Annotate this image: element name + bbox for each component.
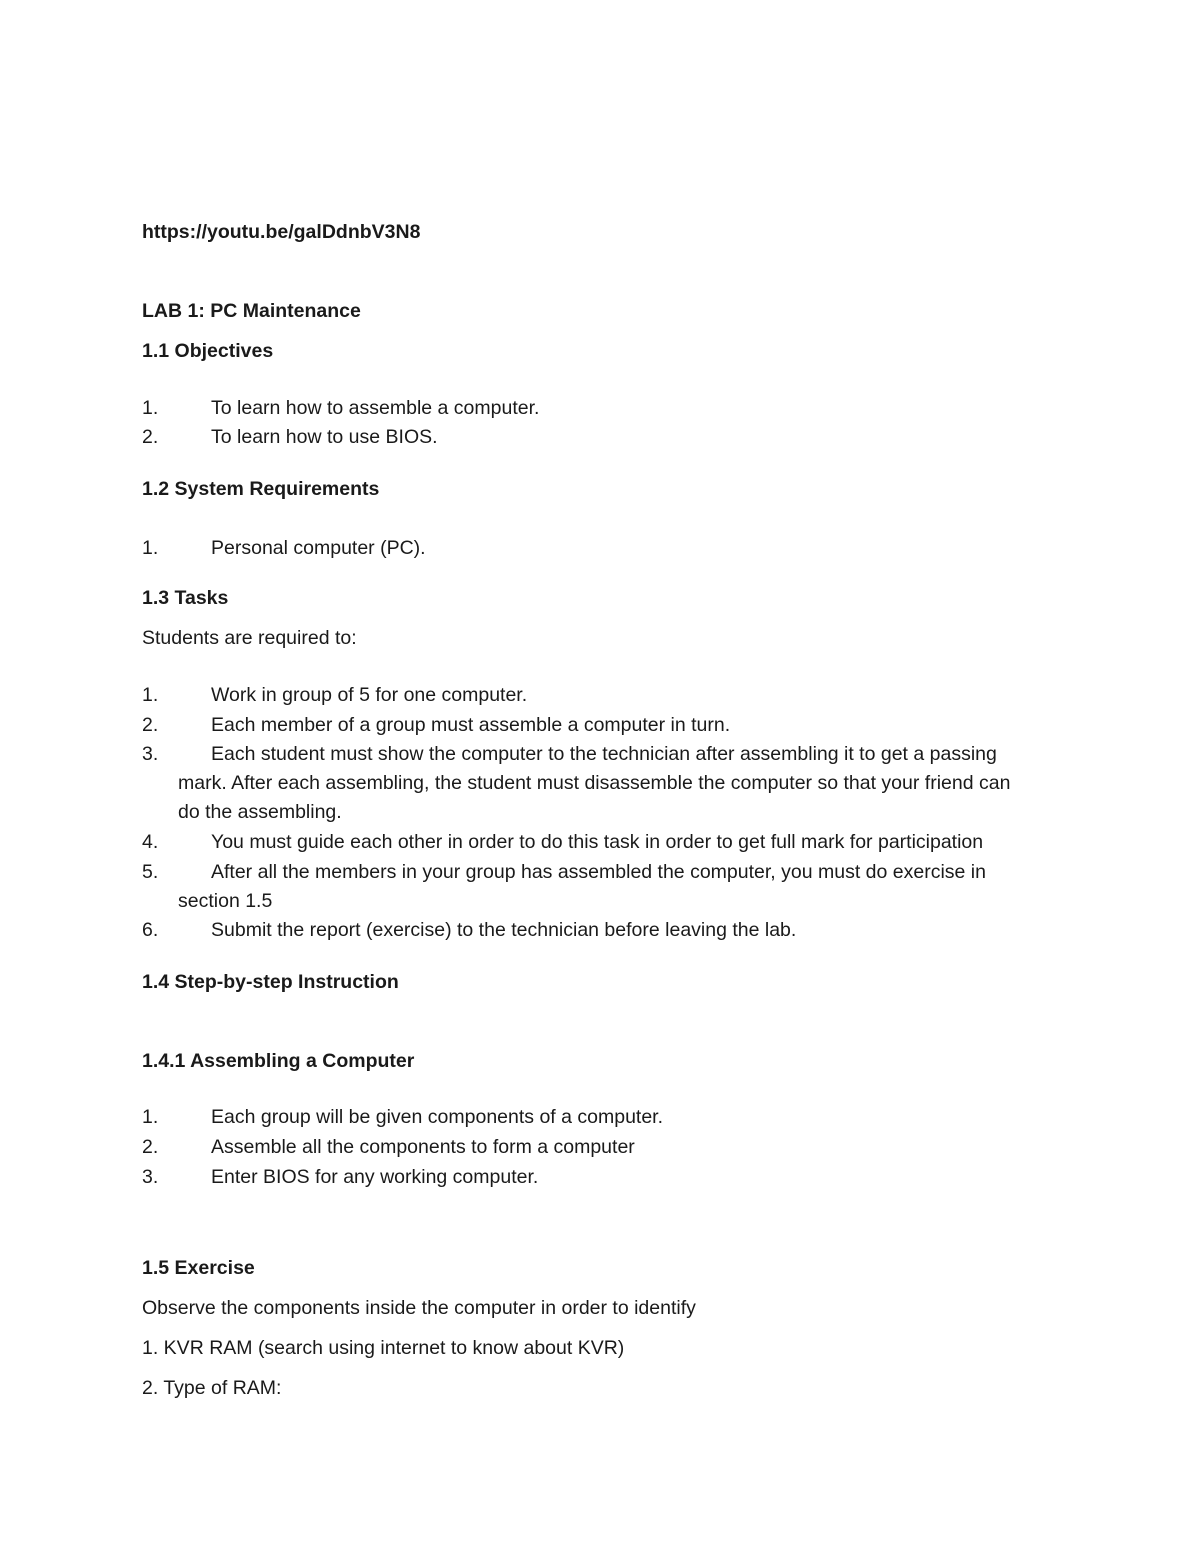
list-item: After all the members in your group has assembled the computer, you must do exercise in bbox=[211, 861, 986, 883]
instruction-subheading: 1.4.1 Assembling a Computer bbox=[142, 1050, 415, 1072]
video-link[interactable]: https://youtu.be/galDdnbV3N8 bbox=[142, 221, 421, 243]
list-item: Enter BIOS for any working computer. bbox=[211, 1166, 539, 1188]
list-item: Submit the report (exercise) to the technician before leaving the lab. bbox=[211, 919, 797, 941]
lab-title: LAB 1: PC Maintenance bbox=[142, 300, 361, 322]
instruction-heading: 1.4 Step-by-step Instruction bbox=[142, 971, 399, 993]
list-number: 1. bbox=[142, 684, 159, 706]
list-number: 1. bbox=[142, 397, 159, 419]
list-number: 2. bbox=[142, 1136, 159, 1158]
list-number: 3. bbox=[142, 743, 159, 765]
objectives-heading: 1.1 Objectives bbox=[142, 340, 274, 362]
requirements-heading: 1.2 System Requirements bbox=[142, 478, 380, 500]
list-item: To learn how to assemble a computer. bbox=[211, 397, 540, 419]
list-item: Each group will be given components of a computer. bbox=[211, 1106, 664, 1128]
exercise-line: 2. Type of RAM: bbox=[142, 1377, 282, 1399]
list-number: 1. bbox=[142, 1106, 159, 1128]
exercise-heading: 1.5 Exercise bbox=[142, 1257, 255, 1279]
list-item-continuation: mark. After each assembling, the student must disassemble the computer so that your friend can bbox=[178, 772, 1011, 794]
list-item-continuation: section 1.5 bbox=[178, 890, 273, 912]
list-item: To learn how to use BIOS. bbox=[211, 426, 438, 448]
list-number: 2. bbox=[142, 714, 159, 736]
list-number: 4. bbox=[142, 831, 159, 853]
list-number: 3. bbox=[142, 1166, 159, 1188]
list-number: 2. bbox=[142, 426, 159, 448]
list-item: Assemble all the components to form a computer bbox=[211, 1136, 635, 1158]
exercise-intro: Observe the components inside the computer in order to identify bbox=[142, 1297, 696, 1319]
tasks-intro: Students are required to: bbox=[142, 627, 357, 649]
list-item-continuation: do the assembling. bbox=[178, 801, 342, 823]
list-item: Work in group of 5 for one computer. bbox=[211, 684, 528, 706]
tasks-heading: 1.3 Tasks bbox=[142, 587, 229, 609]
list-item: Personal computer (PC). bbox=[211, 537, 426, 559]
exercise-line: 1. KVR RAM (search using internet to know about KVR) bbox=[142, 1337, 625, 1359]
list-item: Each member of a group must assemble a computer in turn. bbox=[211, 714, 731, 736]
list-number: 6. bbox=[142, 919, 159, 941]
list-item: Each student must show the computer to the technician after assembling it to get a passing bbox=[211, 743, 997, 765]
list-item: You must guide each other in order to do this task in order to get full mark for participation bbox=[211, 831, 984, 853]
list-number: 5. bbox=[142, 861, 159, 883]
list-number: 1. bbox=[142, 537, 159, 559]
